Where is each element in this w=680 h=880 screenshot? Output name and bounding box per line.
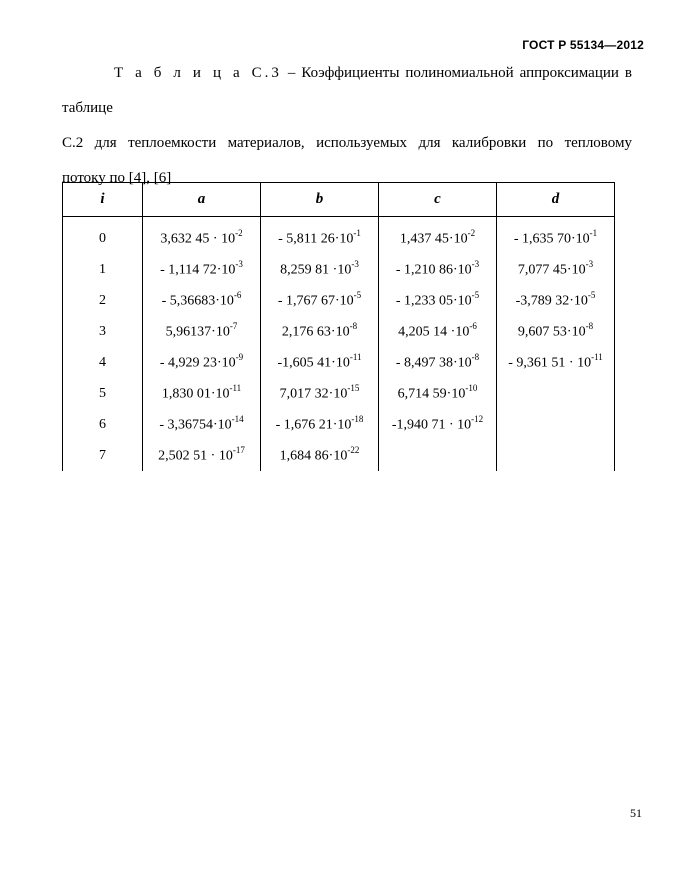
coef-mantissa: -1,605 41·10 <box>277 355 350 371</box>
coef-exponent: -6 <box>233 290 242 301</box>
cell-coef-a <box>143 347 261 378</box>
cell-coef-b <box>261 347 379 378</box>
coef-exponent: -15 <box>347 383 360 394</box>
coef-mantissa: 7,077 45·10 <box>517 262 586 278</box>
coef-mantissa: 1,437 45·10 <box>399 231 468 247</box>
coef-exponent: -10 <box>465 383 478 394</box>
table-row <box>63 285 615 316</box>
coef-exponent: -11 <box>591 352 603 363</box>
cell-coef-a <box>143 316 261 347</box>
header-d: d <box>497 183 615 217</box>
coef-mantissa: - 1,210 86·10 <box>395 262 472 278</box>
coef-mantissa: 3,632 45 · 10 <box>160 231 236 247</box>
caption-line-2: С.2 для теплоемкости материалов, используемых для калибровки по тепловому <box>62 135 632 151</box>
coef-exponent: -6 <box>469 321 477 332</box>
cell-index: 2 <box>63 285 143 316</box>
cell-coef-b <box>261 409 379 440</box>
table-row <box>63 378 615 409</box>
cell-coef-c <box>379 254 497 285</box>
cell-coef-a <box>143 254 261 285</box>
coef-exponent: -3 <box>235 259 243 270</box>
cell-coef-a <box>143 217 261 255</box>
coef-exponent: -2 <box>235 228 243 239</box>
coef-mantissa: 1,684 86·10 <box>279 448 348 464</box>
coef-mantissa: - 1,114 72·10 <box>160 262 236 278</box>
coef-exponent: -9 <box>235 352 244 363</box>
page-number: 51 <box>630 806 642 820</box>
coef-mantissa: 5,96137·10 <box>165 324 230 340</box>
cell-coef-c <box>379 217 497 255</box>
cell-coef-c <box>379 378 497 409</box>
cell-coef-c <box>379 285 497 316</box>
caption-text-1: – Коэффициенты полиномиальной аппроксимации в таблице <box>62 65 632 116</box>
coef-exponent: -17 <box>232 445 245 456</box>
table-row <box>63 440 615 471</box>
cell-coef-d <box>497 316 615 347</box>
cell-coef-d <box>497 378 615 409</box>
coef-mantissa: - 9,361 51 · 10 <box>508 355 592 371</box>
coef-exponent: -8 <box>471 352 480 363</box>
coef-mantissa: 8,259 81 ·10 <box>280 262 352 278</box>
cell-index: 4 <box>63 347 143 378</box>
coef-exponent: -2 <box>467 228 476 239</box>
coef-exponent: -11 <box>229 383 242 394</box>
coef-mantissa: - 3,36754·10 <box>159 417 232 433</box>
coef-exponent: -7 <box>229 321 238 332</box>
coef-mantissa: 4,205 14 ·10 <box>398 324 470 340</box>
cell-coef-b <box>261 285 379 316</box>
coef-exponent: -11 <box>349 352 362 363</box>
cell-coef-d <box>497 347 615 378</box>
coef-mantissa: - 1,635 70·10 <box>513 231 590 247</box>
coef-mantissa: - 8,497 38·10 <box>395 355 472 371</box>
cell-coef-a <box>143 409 261 440</box>
coef-mantissa: - 1,233 05·10 <box>395 293 472 309</box>
coef-exponent: -5 <box>587 290 596 301</box>
coef-exponent: -22 <box>347 445 360 456</box>
coef-mantissa: -1,940 71 · 10 <box>391 417 472 433</box>
table-row <box>63 409 615 440</box>
table-row <box>63 347 615 378</box>
coef-mantissa: 1,830 01·10 <box>161 386 230 402</box>
coef-exponent: -1 <box>353 228 361 239</box>
cell-coef-d <box>497 440 615 471</box>
coef-mantissa: - 5,36683·10 <box>161 293 234 309</box>
coef-exponent: -5 <box>471 290 480 301</box>
coef-exponent: -3 <box>585 259 594 270</box>
document-code: ГОСТ Р 55134—2012 <box>522 38 644 52</box>
coef-mantissa: - 5,811 26·10 <box>278 231 354 247</box>
caption-label: Т а б л и ц а С.3 <box>114 65 282 81</box>
coef-mantissa: 2,502 51 · 10 <box>158 448 233 464</box>
cell-index: 6 <box>63 409 143 440</box>
cell-index: 7 <box>63 440 143 471</box>
coef-mantissa: 2,176 63·10 <box>281 324 350 340</box>
cell-coef-c <box>379 347 497 378</box>
cell-coef-b <box>261 378 379 409</box>
coef-exponent: -8 <box>349 321 358 332</box>
header-b: b <box>261 183 379 217</box>
cell-coef-a <box>143 285 261 316</box>
cell-coef-c <box>379 440 497 471</box>
table-body <box>63 217 615 472</box>
cell-index: 3 <box>63 316 143 347</box>
coef-exponent: -1 <box>589 228 598 239</box>
cell-coef-b <box>261 440 379 471</box>
cell-coef-c <box>379 316 497 347</box>
coef-mantissa: 6,714 59·10 <box>397 386 466 402</box>
cell-coef-a <box>143 378 261 409</box>
coefficients-table-container <box>62 182 614 471</box>
coef-mantissa: - 1,676 21·10 <box>275 417 352 433</box>
coefficients-table <box>62 182 615 471</box>
coef-exponent: -18 <box>351 414 364 425</box>
cell-coef-d <box>497 217 615 255</box>
coef-exponent: -14 <box>231 414 244 425</box>
cell-index: 1 <box>63 254 143 285</box>
cell-coef-d <box>497 285 615 316</box>
caption-line-1 <box>62 56 632 126</box>
coef-exponent: -12 <box>471 414 484 425</box>
table-caption <box>62 56 632 196</box>
cell-coef-d <box>497 409 615 440</box>
cell-coef-b <box>261 316 379 347</box>
cell-coef-c <box>379 409 497 440</box>
caption-line-3: потоку по [4], [6] <box>62 170 172 186</box>
table-row <box>63 316 615 347</box>
table-row <box>63 217 615 255</box>
coef-mantissa: - 4,929 23·10 <box>159 355 236 371</box>
table-header-row <box>63 183 615 217</box>
coef-mantissa: - 1,767 67·10 <box>277 293 354 309</box>
cell-coef-a <box>143 440 261 471</box>
cell-index: 5 <box>63 378 143 409</box>
coef-mantissa: -3,789 32·10 <box>515 293 588 309</box>
cell-coef-b <box>261 217 379 255</box>
coef-exponent: -3 <box>351 259 359 270</box>
cell-index: 0 <box>63 217 143 255</box>
header-c: c <box>379 183 497 217</box>
header-a: a <box>143 183 261 217</box>
coef-mantissa: 7,017 32·10 <box>279 386 348 402</box>
header-i: i <box>63 183 143 217</box>
coef-exponent: -5 <box>353 290 362 301</box>
cell-coef-b <box>261 254 379 285</box>
coef-mantissa: 9,607 53·10 <box>517 324 586 340</box>
coef-exponent: -3 <box>471 259 480 270</box>
coef-exponent: -8 <box>585 321 594 332</box>
table-row <box>63 254 615 285</box>
cell-coef-d <box>497 254 615 285</box>
